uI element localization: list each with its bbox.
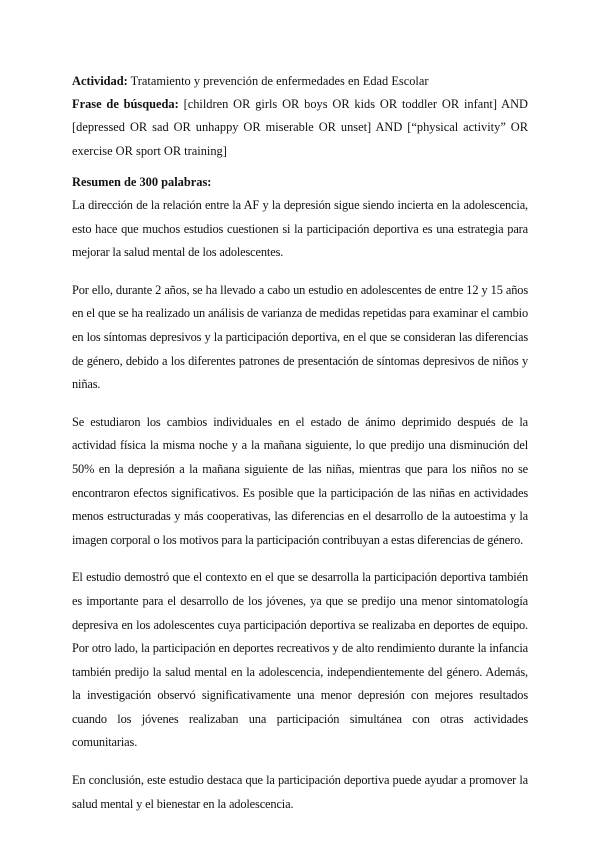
activity-value: Tratamiento y prevención de enfermedades en Edad Escolar	[130, 74, 429, 88]
summary-paragraph-4: El estudio demostró que el contexto en el que se desarrolla la participación deportiva también es importante para el desarrollo de los jóvenes, ya que se predijo una menor sintomatología depresiva en los adolescentes cuya participación deportiva se realizaba en deportes de equipo. Por otro lado, la participación en deportes recreativos y de alto rendimiento durante la infancia también predijo la salud mental en la adolescencia, independientemente del género. Además, la investigación observó significativamente una menor depresión con mejores resultados cuando los jóvenes realizaban una participación simultánea con otras actividades comunitarias.	[72, 570, 528, 750]
search-phrase-value: [children OR girls OR boys OR kids OR toddler OR infant] AND [depressed OR sad OR unhappy OR miserable OR unset] AND [“physical activity” OR exercise OR sport OR training]	[72, 97, 528, 158]
activity-line	[72, 70, 528, 93]
summary-paragraph-2: Por ello, durante 2 años, se ha llevado a cabo un estudio en adolescentes de entre 12 y 15 años en el que se ha realizado un análisis de varianza de medidas repetidas para examinar el cambio en los síntomas depresivos y la participación deportiva, en el que se consideran las diferencias de género, debido a los diferentes patrones de presentación de síntomas depresivos de niños y niñas.	[72, 282, 528, 392]
search-phrase-label: Frase de búsqueda:	[72, 97, 179, 112]
summary-paragraph-1: La dirección de la relación entre la AF y la depresión sigue siendo incierta en la adolescencia, esto hace que muchos estudios cuestionen si la participación deportiva es una estrategia para mejorar la salud mental de los adolescentes.	[72, 198, 528, 260]
summary-paragraph-5: En conclusión, este estudio destaca que la participación deportiva puede ayudar a promover la salud mental y el bienestar en la adolescencia.	[72, 773, 528, 811]
activity-label: Actividad:	[72, 74, 128, 88]
summary-heading: Resumen de 300 palabras:	[72, 174, 212, 189]
summary-paragraph-3: Se estudiaron los cambios individuales en el estado de ánimo deprimido después de la actividad física la misma noche y a la mañana siguiente, lo que predijo una disminución del 50% en la depresión a la mañana siguiente de las niñas, mientras que para los niños no se encontraron efectos significativos. Es posible que la participación de las niñas en actividades menos estructuradas y más cooperativas, las diferencias en el desarrollo de la autoestima y la imagen corporal o los motivos para la participación contribuyan a estas diferencias de género.	[72, 414, 528, 547]
search-phrase-line	[72, 93, 528, 163]
